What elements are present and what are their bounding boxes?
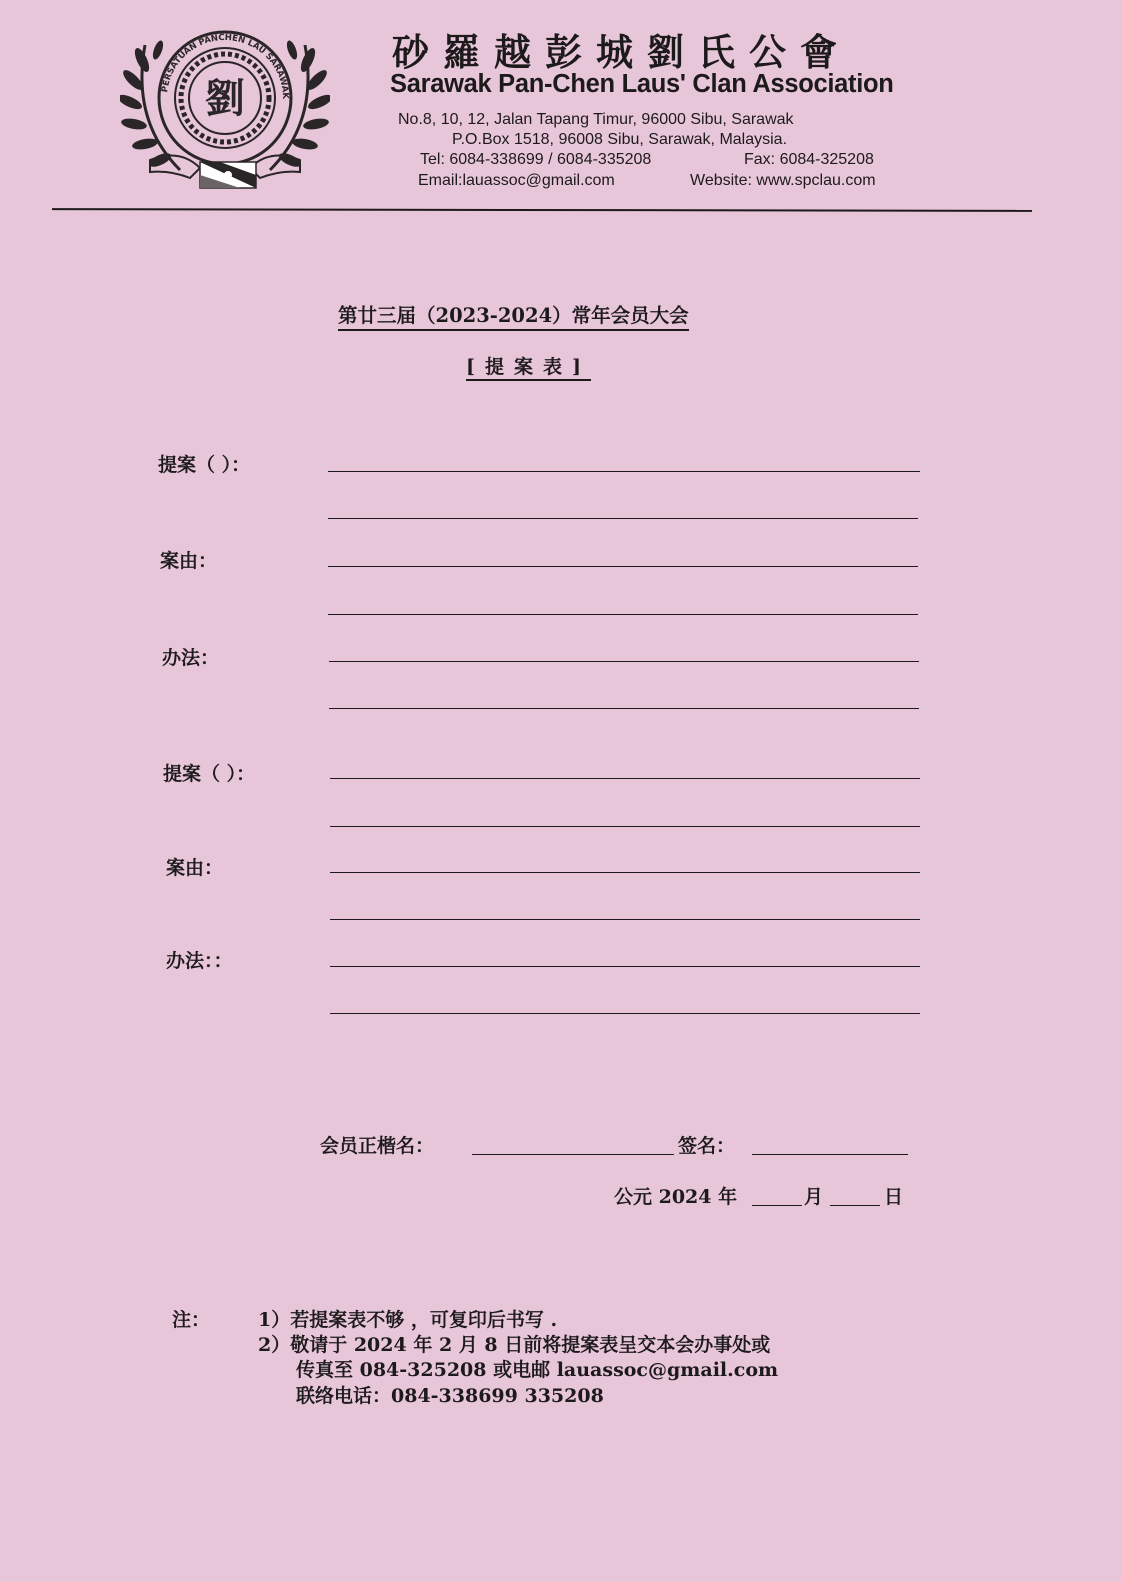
logo-ring-text: PERSATUAN PANCHEN LAU SARAWAK xyxy=(160,32,291,100)
fax: Fax: 6084-325208 xyxy=(744,151,874,168)
method-label: 办法：： xyxy=(166,950,233,972)
meeting-title: 第廿三届（2023-2024）常年会员大会 xyxy=(338,300,689,331)
method-label: 办法： xyxy=(162,647,220,669)
note-item-2-contact: 传真至 084-325208 或电邮 lauassoc@gmail.com xyxy=(296,1359,779,1381)
member-name-line[interactable] xyxy=(472,1154,674,1155)
proposal-line[interactable] xyxy=(330,826,920,827)
header-divider xyxy=(52,208,1032,212)
form-title: [提案表] xyxy=(466,352,591,381)
reason-line[interactable] xyxy=(328,614,918,615)
note-item-1: 1）若提案表不够 ，可复印后书写 . xyxy=(258,1309,558,1331)
method-line[interactable] xyxy=(329,708,919,709)
proposal-label: 提案（ ）： xyxy=(158,454,251,476)
logo-center-char: 劉 xyxy=(205,76,245,122)
email: Email:lauassoc@gmail.com xyxy=(418,172,615,189)
note-item-2-phone: 联络电话：084-338699 335208 xyxy=(296,1385,604,1407)
signature-label: 签名： xyxy=(678,1135,736,1157)
member-name-label: 会员正楷名： xyxy=(320,1135,435,1157)
reason-line[interactable] xyxy=(330,919,920,920)
proposal-line[interactable] xyxy=(330,778,920,779)
method-line[interactable] xyxy=(329,661,919,662)
association-name-cn: 砂羅越彭城劉氏公會 xyxy=(392,31,851,74)
association-name-en: Sarawak Pan-Chen Laus' Clan Association xyxy=(390,70,894,98)
note-item-2: 2）敬请于 2024 年 2 月 8 日前将提案表呈交本会办事处或 xyxy=(258,1334,771,1356)
proposal-line[interactable] xyxy=(328,518,918,519)
address-line-2: P.O.Box 1518, 96008 Sibu, Sarawak, Malaysia. xyxy=(452,131,788,148)
sarawak-flag-icon xyxy=(200,162,256,188)
reason-label: 案由： xyxy=(160,550,218,572)
date-year-label: 公元 2024 年 xyxy=(614,1186,738,1208)
day-label: 日 xyxy=(884,1186,904,1208)
notes-label: 注： xyxy=(172,1309,211,1331)
reason-line[interactable] xyxy=(328,566,918,567)
association-logo xyxy=(120,20,330,200)
address-line-1: No.8, 10, 12, Jalan Tapang Timur, 96000 Sibu, Sarawak xyxy=(398,111,794,128)
reason-line[interactable] xyxy=(330,872,920,873)
month-label: 月 xyxy=(804,1186,824,1208)
proposal-line[interactable] xyxy=(328,471,920,472)
day-line[interactable] xyxy=(830,1205,880,1206)
reason-label: 案由： xyxy=(166,857,224,879)
telephone: Tel: 6084-338699 / 6084-335208 xyxy=(420,151,652,168)
month-line[interactable] xyxy=(752,1205,802,1206)
proposal-label: 提案（ ）： xyxy=(163,763,256,785)
signature-line[interactable] xyxy=(752,1154,908,1155)
method-line[interactable] xyxy=(330,1013,920,1014)
method-line[interactable] xyxy=(330,966,920,967)
website: Website: www.spclau.com xyxy=(690,172,876,189)
